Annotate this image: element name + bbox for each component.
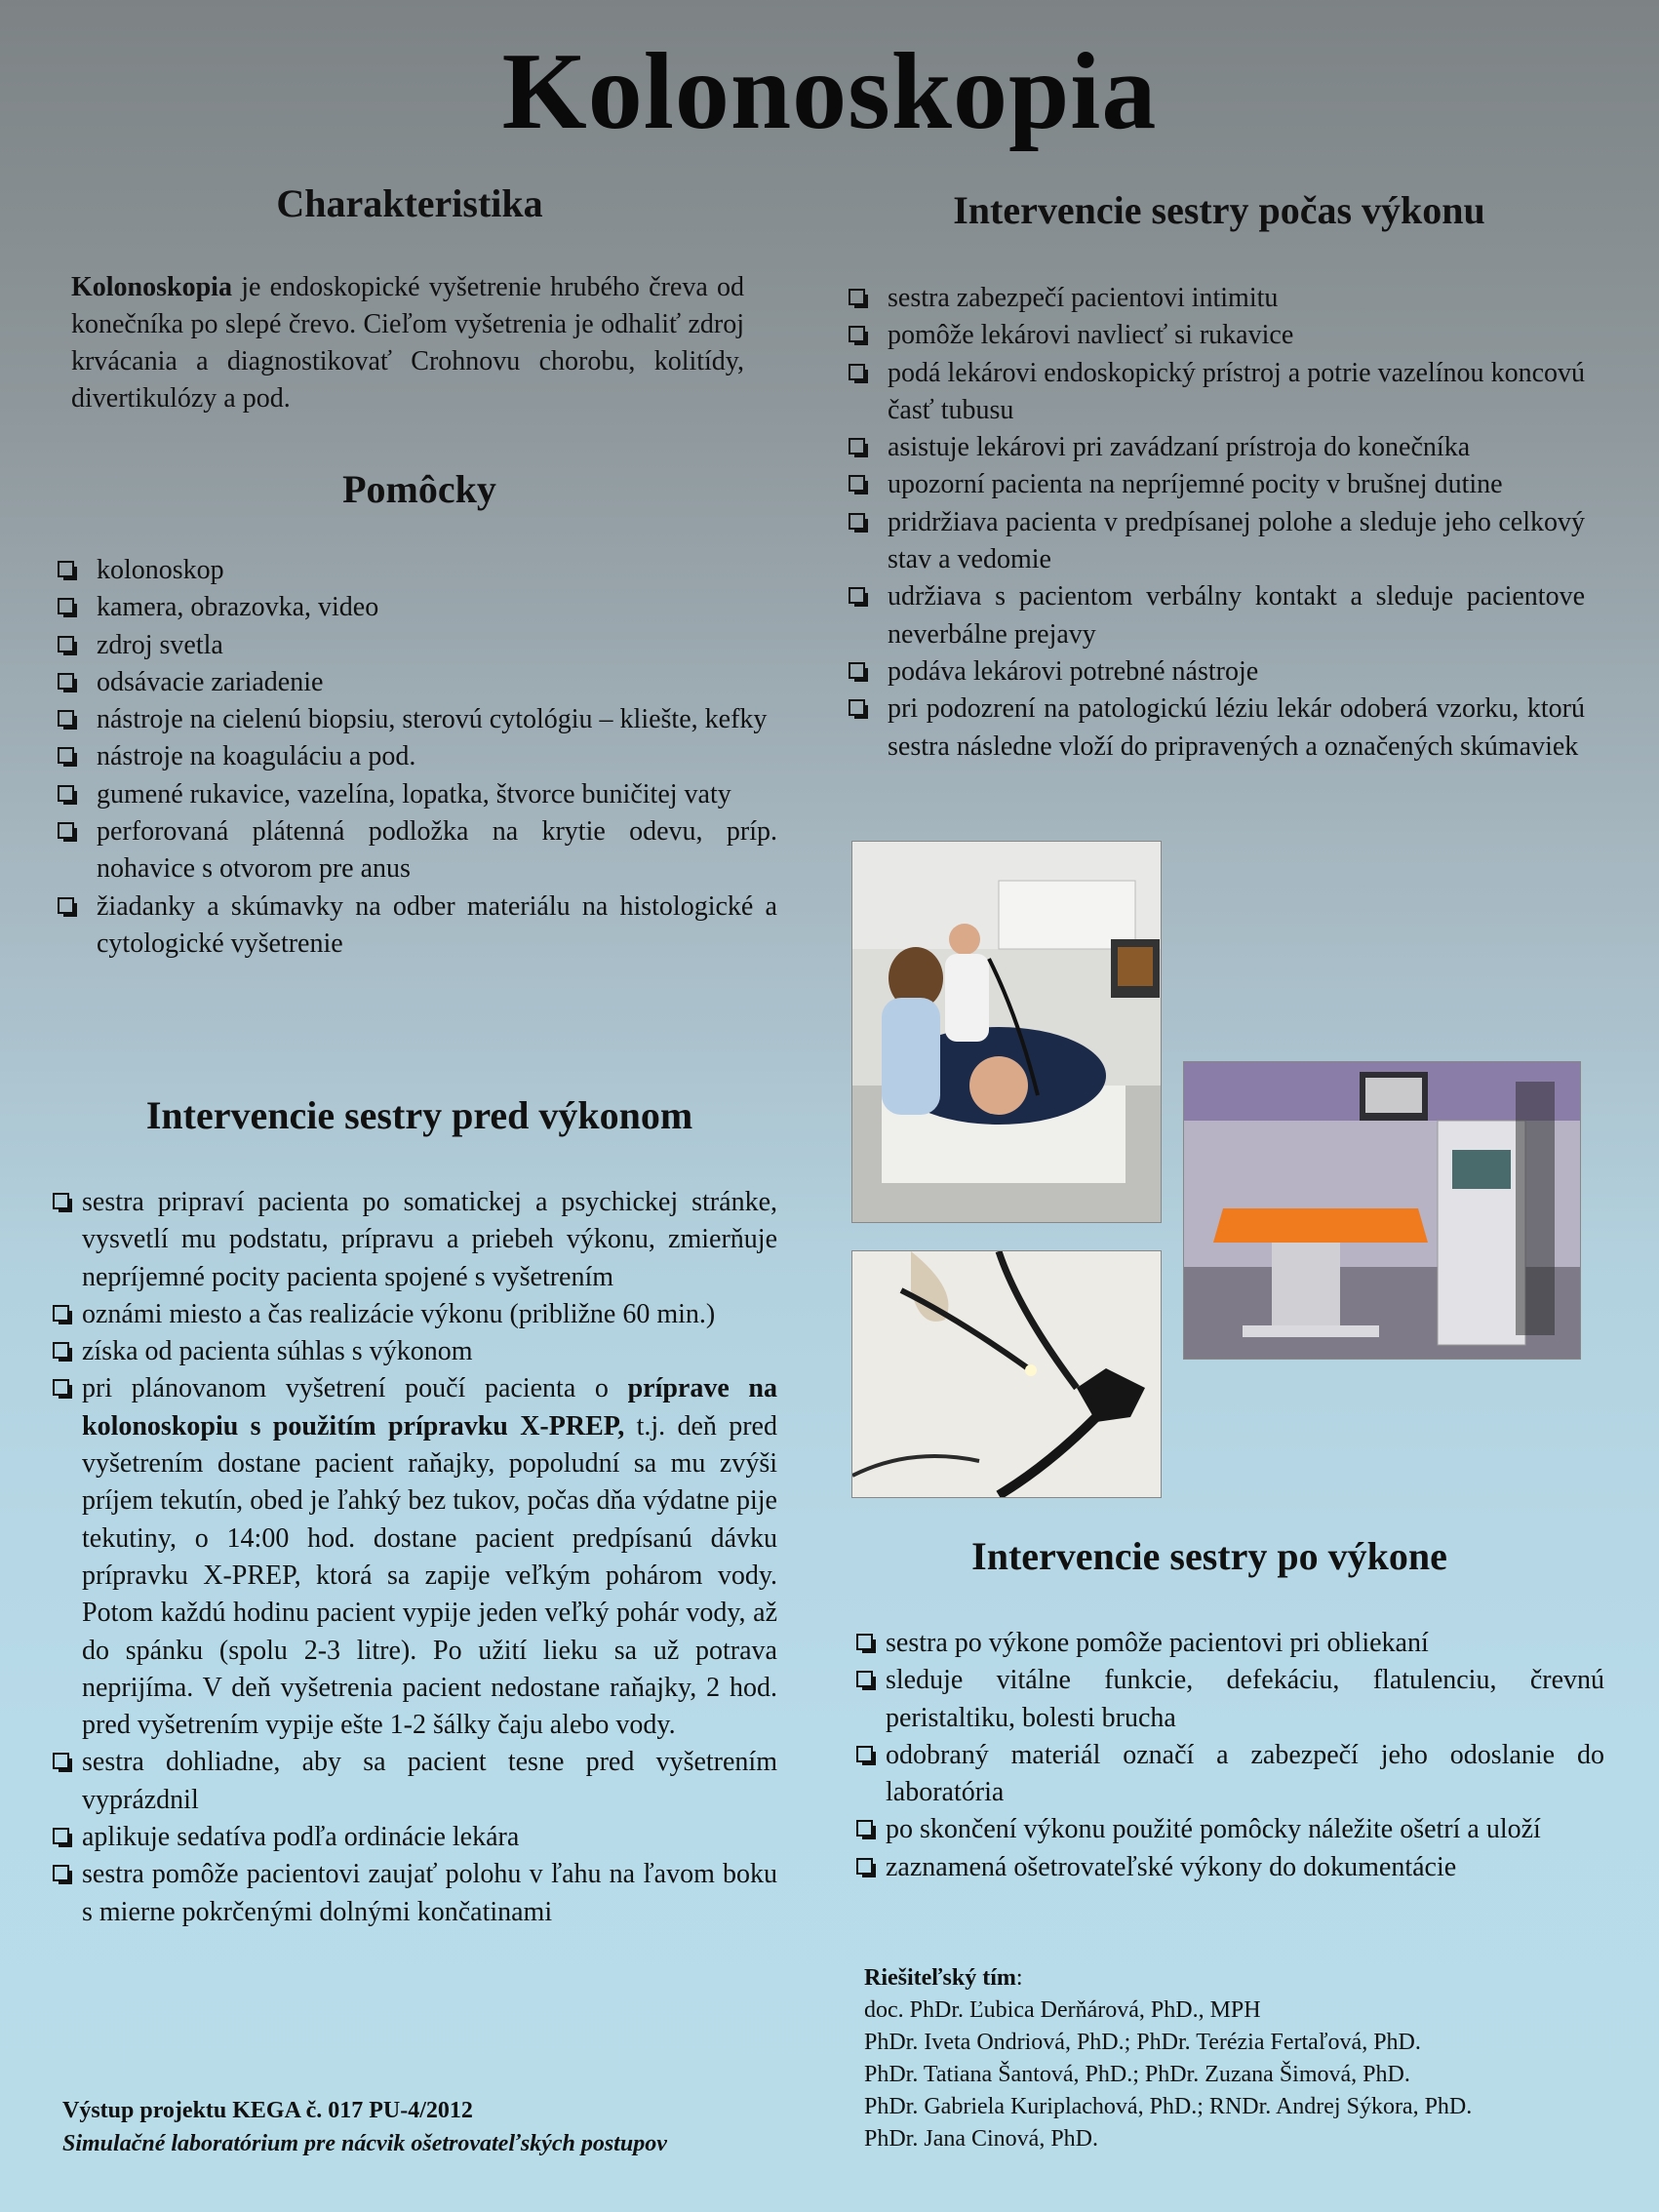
team-member: PhDr. Tatiana Šantová, PhD.; PhDr. Zuzana Šimová, PhD. (864, 2062, 1410, 2087)
checkbox-icon (53, 1753, 69, 1769)
pred-heading: Intervencie sestry pred výkonom (145, 1093, 693, 1137)
list-item: sestra dohliadne, aby sa pacient tesne pred vyšetrením vyprázdnil (51, 1744, 777, 1819)
list-item: oznámi miesto a čas realizácie výkonu (približne 60 min.) (51, 1296, 777, 1333)
list-item: odsávacie zariadenie (56, 664, 777, 701)
checkbox-icon (849, 326, 865, 342)
checkbox-icon (849, 364, 865, 380)
list-item: udržiava s pacientom verbálny kontakt a sleduje pacientove neverbálne prejavy (847, 578, 1585, 653)
pomocky-list (56, 552, 777, 963)
checkbox-icon (58, 636, 74, 652)
list-item: aplikuje sedatíva podľa ordinácie lekára (51, 1819, 777, 1856)
list-item: pri podozrení na patologickú léziu lekár odoberá vzorku, ktorú sestra následne vloží do pripravených a označených skúmaviek (847, 691, 1585, 766)
list-item: gumené rukavice, vazelína, lopatka, štvorce buničitej vaty (56, 776, 777, 813)
checkbox-icon (849, 662, 865, 679)
list-item: získa od pacienta súhlas s výkonom (51, 1333, 777, 1370)
checkbox-icon (58, 673, 74, 690)
team-member: PhDr. Iveta Ondriová, PhD.; PhDr. Terézia Fertaľová, PhD. (864, 2030, 1421, 2055)
checkbox-icon (856, 1634, 873, 1650)
pred-list (51, 1184, 777, 1931)
team-member: PhDr. Gabriela Kuriplachová, PhD.; RNDr. Andrej Sýkora, PhD. (864, 2094, 1473, 2119)
page-title: Kolonoskopia (501, 31, 1158, 152)
charakteristika-term: Kolonoskopia (71, 272, 232, 302)
pomocky-heading: Pomôcky (342, 467, 496, 511)
list-item: podáva lekárovi potrebné nástroje (847, 653, 1585, 691)
checkbox-icon (53, 1865, 69, 1881)
list-item: podá lekárovi endoskopický prístroj a potrie vazelínou koncovú časť tubusu (847, 355, 1585, 430)
list-item: pridržiava pacienta v predpísanej polohe a sleduje jeho celkový stav a vedomie (847, 504, 1585, 579)
checkbox-icon (849, 513, 865, 530)
photo-procedure (851, 841, 1162, 1223)
list-item: po skončení výkonu použité pomôcky náležite ošetrí a uloží (854, 1811, 1604, 1848)
team-member: PhDr. Jana Cinová, PhD. (864, 2126, 1098, 2152)
team-member: doc. PhDr. Ľubica Derňárová, PhD., MPH (864, 1997, 1261, 2023)
charakteristika-body: je endoskopické vyšetrenie hrubého čreva od konečníka po slepé črevo. Cieľom vyšetrenia je odhaliť zdroj krvácania a diagnostikovať Crohnovu chorobu, kolitídy, divertikulózy a pod. (71, 272, 744, 414)
checkbox-icon (856, 1820, 873, 1837)
list-item: nástroje na koaguláciu a pod. (56, 738, 777, 775)
list-item: sleduje vitálne funkcie, defekáciu, flatulenciu, črevnú peristaltiku, bolesti brucha (854, 1662, 1604, 1737)
list-item: zaznamená ošetrovateľské výkony do dokumentácie (854, 1849, 1604, 1886)
po-heading: Intervencie sestry po výkone (971, 1534, 1447, 1578)
checkbox-icon (849, 475, 865, 492)
list-item: kamera, obrazovka, video (56, 589, 777, 626)
checkbox-icon (856, 1671, 873, 1687)
list-item: pri plánovanom vyšetrení poučí pacienta o príprave na kolonoskopiu s použitím prípravku X-PREP, t.j. deň pred vyšetrením dostane pacient raňajky, popoludní sa mu zvýši príjem tekutín, obed je ľahký bez tukov, počas dňa výdatne pije tekutiny, o 14:00 hod. dostane pacient predpísanú dávku prípravku X-PREP, ktorá sa zapije veľkým pohárom vody. Potom každú hodinu pacient vypije jeden veľký pohár vody, až do spánku (spolu 2-3 litre). Po užití lieku sa už potrava neprijíma. V deň vyšetrenia pacient nedostane raňajky, 2 hod. pred vyšetrením vypije ešte 1-2 šálky čaju alebo vody. (51, 1370, 777, 1744)
list-item: sestra pomôže pacientovi zaujať polohu v ľahu na ľavom boku s mierne pokrčenými dolnými končatinami (51, 1856, 777, 1931)
checkbox-icon (849, 289, 865, 305)
checkbox-icon (58, 897, 74, 914)
checkbox-icon (53, 1193, 69, 1209)
footer-project: Výstup projektu KEGA č. 017 PU-4/2012 (62, 2098, 473, 2123)
checkbox-icon (53, 1379, 69, 1396)
list-item: nástroje na cielenú biopsiu, sterovú cytológiu – kliešte, kefky (56, 701, 777, 738)
checkbox-icon (856, 1858, 873, 1875)
checkbox-icon (849, 699, 865, 716)
list-item: sestra po výkone pomôže pacientovi pri obliekaní (854, 1625, 1604, 1662)
po-list (854, 1625, 1604, 1886)
list-item: kolonoskop (56, 552, 777, 589)
charakteristika-text (71, 269, 744, 417)
list-item: sestra pripraví pacienta po somatickej a psychickej stránke, vysvetlí mu podstatu, prípravu a priebeh výkonu, zmierňuje nepríjemné pocity pacienta spojené s vyšetrením (51, 1184, 777, 1296)
team-block: Riešiteľský tím: doc. PhDr. Ľubica Derňárová, PhD., MPH PhDr. Iveta Ondriová, PhD.; PhDr. Terézia Fertaľová, PhD. PhDr. Tatiana Šantová, PhD.; PhDr. Zuzana Šimová, PhD. PhDr. Gabriela Kuriplachová, PhD.; RNDr. Andrej Sýkora, PhD. PhDr. Jana Cinová, PhD. (864, 1962, 1625, 2155)
checkbox-icon (849, 438, 865, 454)
photo-colonoscope (851, 1250, 1162, 1498)
photo-room (1183, 1061, 1581, 1360)
checkbox-icon (58, 710, 74, 727)
footer (62, 2094, 804, 2160)
checkbox-icon (58, 561, 74, 577)
checkbox-icon (849, 587, 865, 604)
list-item: odobraný materiál označí a zabezpečí jeho odoslanie do laboratória (854, 1737, 1604, 1812)
list-item: žiadanky a skúmavky na odber materiálu na histologické a cytologické vyšetrenie (56, 889, 777, 964)
checkbox-icon (856, 1746, 873, 1762)
checkbox-icon (53, 1828, 69, 1844)
list-item: sestra zabezpečí pacientovi intimitu (847, 280, 1585, 317)
team-heading: Riešiteľský tím (864, 1965, 1016, 1991)
checkbox-icon (53, 1305, 69, 1322)
charakteristika-heading: Charakteristika (276, 181, 543, 225)
footer-lab: Simulačné laboratórium pre nácvik ošetrovateľských postupov (62, 2131, 667, 2156)
list-item: pomôže lekárovi navliecť si rukavice (847, 317, 1585, 354)
list-item: zdroj svetla (56, 627, 777, 664)
pocas-heading: Intervencie sestry počas výkonu (953, 188, 1485, 232)
checkbox-icon (58, 785, 74, 802)
pocas-list (847, 280, 1585, 766)
checkbox-icon (58, 598, 74, 614)
list-item: upozorní pacienta na nepríjemné pocity v brušnej dutine (847, 466, 1585, 503)
checkbox-icon (53, 1342, 69, 1359)
list-item: asistuje lekárovi pri zavádzaní prístroja do konečníka (847, 429, 1585, 466)
checkbox-icon (58, 822, 74, 839)
list-item: perforovaná plátenná podložka na krytie odevu, príp. nohavice s otvorom pre anus (56, 813, 777, 889)
checkbox-icon (58, 747, 74, 764)
